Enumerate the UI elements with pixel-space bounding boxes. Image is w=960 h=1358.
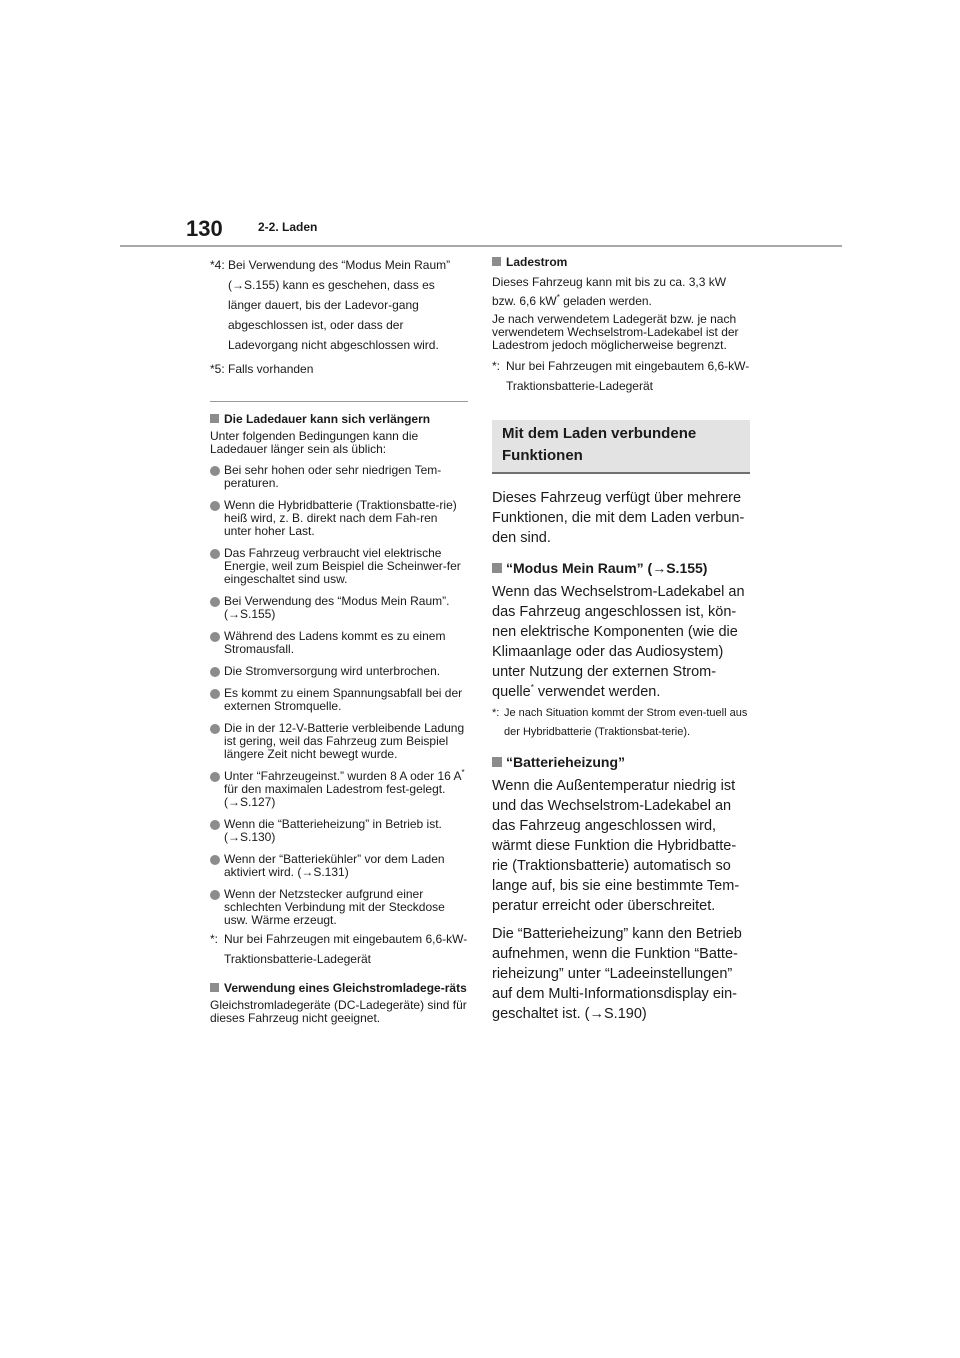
list-item [210, 464, 468, 490]
circle-bullet-icon [210, 597, 220, 607]
list-item-text: Bei Verwendung des “Modus Mein Raum”. (→S.155) [224, 594, 450, 621]
section-heading-ladedauer [210, 412, 468, 426]
list-item-text: Wenn die “Batterieheizung” in Betrieb ist. (→S.130) [224, 817, 442, 844]
list-item [210, 818, 468, 844]
footnote-text: Nur bei Fahrzeugen mit eingebautem 6,6-kW-Traktionsbatterie-Ladegerät [506, 359, 750, 393]
square-bullet-icon [492, 257, 501, 266]
list-item [210, 665, 468, 678]
list-item-text: Die in der 12-V-Batterie verbleibende Ladung ist gering, weil das Fahrzeug zum Beispiel längere Zeit nicht bewegt wurde. [224, 721, 465, 761]
footnote-mark: *: [492, 359, 501, 373]
bullet-list [210, 464, 468, 927]
ladestrom-paragraph-2: Je nach verwendetem Ladegerät bzw. je nach verwendetem Wechselstrom-Ladekabel ist der Ladestrom jedoch möglicherweise begrenzt. [492, 312, 739, 352]
circle-bullet-icon [210, 466, 220, 476]
footnote-5-text: Falls vorhanden [228, 362, 314, 376]
section-intro: Unter folgenden Bedingungen kann die Ladedauer länger sein als üblich: [210, 429, 419, 456]
page-number: 130 [186, 216, 223, 241]
square-bullet-icon [210, 414, 219, 423]
circle-bullet-icon [210, 724, 220, 734]
circle-bullet-icon [210, 667, 220, 677]
section-heading-text: Die Ladedauer kann sich verlängern [224, 412, 431, 426]
footnote-star-mark: *: [210, 932, 219, 946]
list-item-text: Während des Ladens kommt es zu einem Stromausfall. [224, 629, 446, 656]
list-item-text: Die Stromversorgung wird unterbrochen. [224, 664, 441, 678]
section-heading-dc-charger [210, 981, 468, 995]
chapter-title: 2-2. Laden [258, 220, 318, 234]
circle-bullet-icon [210, 772, 220, 782]
ladestrom-footnote [492, 356, 750, 396]
section-title-box [492, 420, 750, 474]
heizung-paragraph-2: Die “Batterieheizung” kann den Betrieb aufnehmen, wenn die Funktion “Batte-rieheizung” unter “Ladeeinstellungen” auf dem Multi-Informationsdisplay ein-geschaltet ist. (→S.190) [492, 926, 742, 1022]
list-item-text: Wenn die Hybridbatterie (Traktionsbatte-rie) heiß wird, z. B. direkt nach dem Fah-ren unter hoher Last. [224, 498, 457, 538]
footnote-ref: * [556, 293, 560, 302]
list-item [210, 888, 468, 927]
heading-batterieheizung [492, 752, 750, 772]
list-item-text: Das Fahrzeug verbraucht viel elektrische Energie, weil zum Beispiel die Scheinwer-fer eingeschaltet sind usw. [224, 546, 461, 586]
circle-bullet-icon [210, 820, 220, 830]
paragraph-text: geladen werden. [559, 294, 652, 308]
footnote-ref: * [461, 768, 465, 777]
modus-footnote [492, 704, 750, 742]
section-text-dc-charger: Gleichstromladegeräte (DC-Ladegeräte) sind für dieses Fahrzeug nicht geeignet. [210, 998, 467, 1025]
footnote-star [210, 929, 468, 969]
section-heading-ladestrom [492, 255, 750, 269]
circle-bullet-icon [210, 689, 220, 699]
heading-text: “Modus Mein Raum” (→S.155) [506, 560, 708, 576]
square-bullet-icon [210, 983, 219, 992]
section-heading-text: Verwendung eines Gleichstromladege-räts [224, 981, 467, 995]
left-column [210, 255, 468, 1033]
footnote-5 [210, 359, 468, 379]
paragraph-text: Wenn das Wechselstrom-Ladekabel an das Fahrzeug angeschlossen ist, kön-nen elektrische Komponenten (wie die Klimaanlage oder das Audiosystem) unter Nutzung der externen Strom-quelle [492, 584, 745, 700]
section-heading-text: Ladestrom [506, 255, 568, 269]
header-rule [120, 245, 842, 247]
circle-bullet-icon [210, 855, 220, 865]
list-item [210, 630, 468, 656]
footnote-ref: * [530, 683, 534, 693]
right-column [492, 255, 750, 1032]
footnote-4-mark: *4: [210, 258, 225, 272]
list-item [210, 547, 468, 586]
list-item-text: Bei sehr hohen oder sehr niedrigen Tem-peraturen. [224, 463, 442, 490]
square-bullet-icon [492, 757, 502, 767]
modus-paragraph [492, 582, 750, 702]
footnote-text: Je nach Situation kommt der Strom even-tuell aus der Hybridbatterie (Traktionsbat-terie). [504, 707, 748, 738]
heading-modus-mein-raum [492, 558, 750, 578]
heizung-paragraph-1: Wenn die Außentemperatur niedrig ist und das Wechselstrom-Ladekabel an das Fahrzeug angeschlossen wird, wärmt diese Funktion die Hybridbatte-rie (Traktionsbatterie) automatisch so lange auf, bis sie eine bestimmte Tem-peratur erreicht oder überschreitet. [492, 778, 740, 914]
ladestrom-paragraph-1 [492, 273, 750, 311]
list-item-text: Es kommt zu einem Spannungsabfall bei der externen Stromquelle. [224, 686, 463, 713]
circle-bullet-icon [210, 890, 220, 900]
list-item [210, 770, 468, 809]
functions-intro: Dieses Fahrzeug verfügt über mehrere Funktionen, die mit dem Laden verbun-den sind. [492, 490, 745, 546]
circle-bullet-icon [210, 549, 220, 559]
paragraph-text: Dieses Fahrzeug kann mit bis zu ca. 3,3 kW bzw. 6,6 kW [492, 275, 727, 308]
list-item-text: für den maximalen Ladestrom fest-gelegt. (→S.127) [224, 782, 446, 809]
footnote-star-text: Nur bei Fahrzeugen mit eingebautem 6,6-kW-Traktionsbatterie-Ladegerät [224, 932, 468, 966]
footnote-4-text: Bei Verwendung des “Modus Mein Raum” (→S.155) kann es geschehen, dass es länger dauert, bis der Ladevor-gang abgeschlossen ist, oder dass der Ladevorgang nicht abgeschlossen wird. [228, 258, 451, 352]
list-item [210, 595, 468, 621]
list-item [210, 499, 468, 538]
circle-bullet-icon [210, 501, 220, 511]
section-divider [210, 401, 468, 402]
list-item-text: Unter “Fahrzeugeinst.” wurden 8 A oder 16 A [224, 769, 462, 783]
footnote-4 [210, 255, 468, 355]
list-item-text: Wenn der “Batteriekühler” vor dem Laden aktiviert wird. (→S.131) [224, 852, 445, 879]
list-item [210, 722, 468, 761]
section-title: Mit dem Laden verbundene Funktionen [502, 425, 697, 464]
circle-bullet-icon [210, 632, 220, 642]
footnote-5-mark: *5: [210, 362, 225, 376]
list-item-text: Wenn der Netzstecker aufgrund einer schlechten Verbindung mit der Steckdose usw. Wärme erzeugt. [224, 887, 445, 927]
heading-text: “Batterieheizung” [506, 754, 626, 770]
footnote-mark: *: [492, 707, 500, 719]
list-item [210, 687, 468, 713]
paragraph-text: verwendet werden. [533, 684, 661, 700]
list-item [210, 853, 468, 879]
square-bullet-icon [492, 563, 502, 573]
